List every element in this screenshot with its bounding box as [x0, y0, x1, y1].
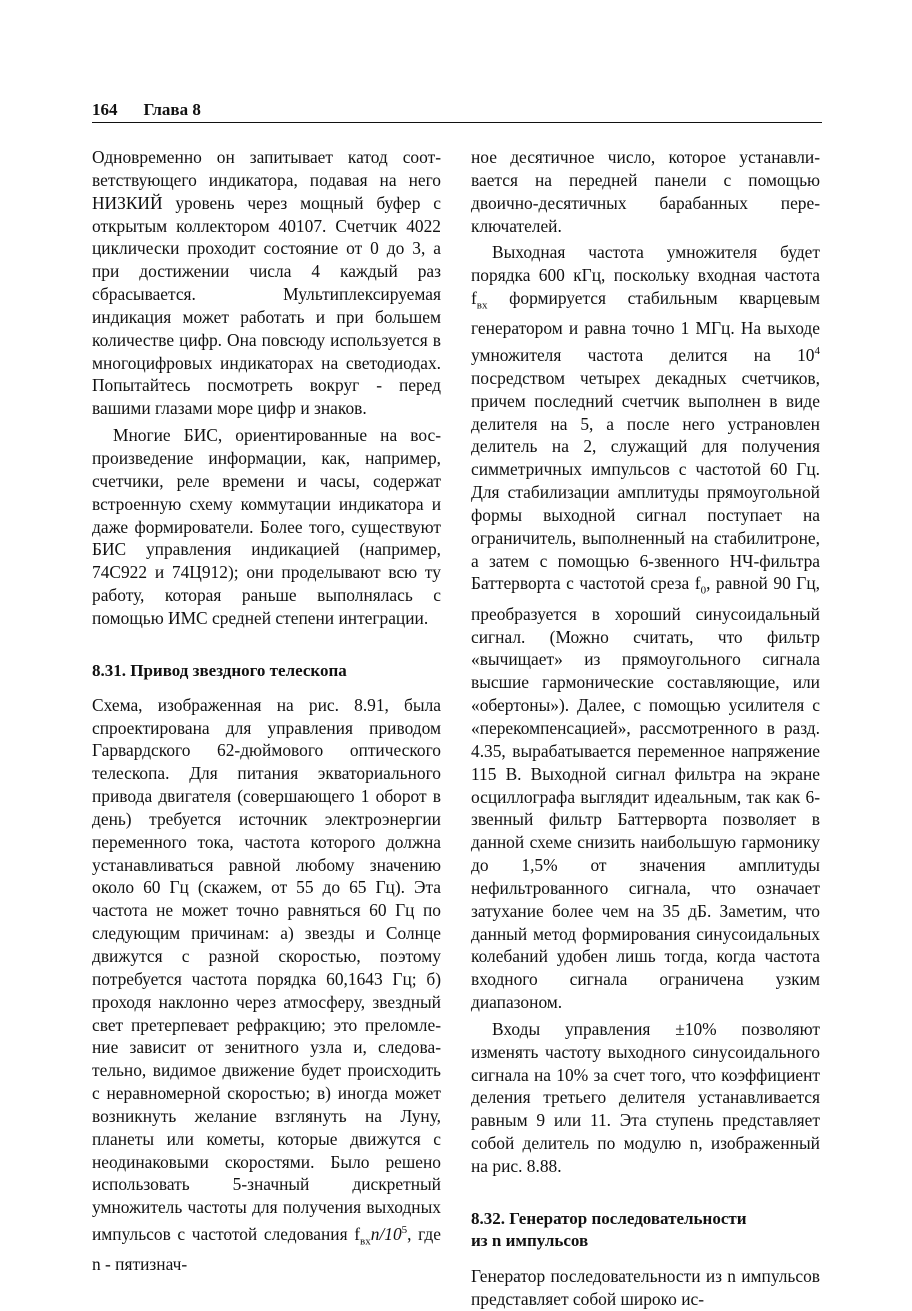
section-heading-8-32-line1: 8.32. Генератор последовательности — [471, 1208, 747, 1228]
paragraph-control-inputs: Входы управления ±10% позволяют изменять частоту выходного синусоидального сигнала на 10% за счет того, что коэффициент деления третьего делителя устанавливается равным 9 или 11. Эта ступень представляет собой делитель по модулю n, изображенный на рис. 8.88. — [471, 1018, 820, 1177]
chapter-title: Глава 8 — [143, 100, 201, 119]
subscript-zero: 0 — [700, 584, 707, 597]
paragraph-bcd-switches: ное десятичное число, которое устанавливается на передней панели с помощью двоично-десятичных барабанных переключателей. — [471, 147, 820, 236]
superscript-five: 5 — [401, 1224, 408, 1237]
paragraph-pulse-generator: Генератор последовательности из n импульсов представляет собой широко ис- — [471, 1265, 820, 1309]
output-frequency-text-c: посредством четырех декадных счетчиков, причем последний счетчик выполнен в виде делителя на 5, а после него устрановлен делитель на 2, служащий для получения симметричных импульсов с частотой 60 Гц. Для стабилизации амплитуды прямоугольной формы выходной сигнал поступает на ограничитель, выполненный на стабилитроне, а затем с помощью 6-звенного НЧ-фильтра Баттерворта с частотой среза f — [471, 367, 820, 594]
section-heading-8-32-line2: из n импульсов — [471, 1230, 589, 1250]
right-column — [471, 146, 820, 1311]
page-header — [92, 100, 822, 123]
paragraph-display-cathode: Одновременно он запитывает катод соответствующего индикатора, подавая на него НИЗКИЙ уровень через мощный буфер с открытым коллектором 40107. Счетчик 4022 циклически проходит состояние от 0 до 3, а при достижении числа 4 каждый раз сбрасывается. Мультиплексируемая индикация может работать и при большем количестве цифр. Она повсюду используется в многоцифровых индикаторах на светодиодах. Попытайтесь посмотреть вокруг - перед вашими глазами море цифр и знаков. — [92, 147, 441, 419]
output-frequency-text-d: , равной 90 Гц, преобразуется в хороший синусоидальный сигнал. (Можно считать, что фильтр «вычищает» из прямоугольного сигнала высшие гармонические составляющие, или «обертоны»). Далее, с помощью усилителя с «перекомпенсацией», рассмотренного в разд. 4.35, вырабатывается переменное напряжение 115 В. Выходной сигнал фильтра на экране осциллографа выглядит идеальным, так как 6-звенный фильтр Баттерворта позволяет в данной схеме снизить наибольшую гармонику до 1,5% от значения амплитуды нефильтрованного сигнала, что означает затухание более чем на 35 дБ. Заметим, что данный метод формирования синусоидальных колебаний удобен лишь тогда, когда частота входного сигнала ограничена узким диапазоном. — [471, 573, 820, 1013]
left-column — [92, 146, 441, 1276]
paragraph-telescope-drive — [92, 694, 441, 1276]
output-frequency-text-b: формируется стабильным кварцевым генератором и равна точно 1 МГц. На выходе умножителя частота делится на 10 — [471, 288, 820, 366]
paragraph-lsi-display: Многие БИС, ориентированные на воспроизведение информации, как, например, счетчики, реле времени и часы, содержат встроенную схему коммутации индикатора и даже формирователи. Более того, существуют БИС управления индикацией (например, 74С922 и 74Ц912); они проделывают всю ту работу, которая раньше выполнялась с помощью ИМС средней степени интеграции. — [92, 425, 441, 628]
subscript-vx-2: вх — [476, 299, 488, 312]
superscript-four: 4 — [814, 345, 820, 358]
page-number: 164 — [92, 100, 118, 119]
telescope-formula: n/10 — [370, 1223, 402, 1244]
telescope-text: Схема, изображенная на рис. 8.91, была спроектирована для управления приводом Гарвардского 62-дюймового оптического телескопа. Для питания экваториального привода двигателя (совершающего 1 оборот в день) требуется источник электроэнергии переменного тока, частота которого должна устанавливаться равной любому значению около 60 Гц (скажем, от 55 до 65 Гц). Эта частота не может точно равняться 60 Гц по следующим причинам: а) звезды и Солнце движутся с разной скоростью, поэтому потребуется частота порядка 60,1643 Гц; б) проходя наклонно через атмосферу, звездный свет претерпевает рефракцию; это преломление зависит от зенитного узла и, следовательно, видимое движение будет происходить с неравномерной скоростью; в) иногда может возникнуть желание взглянуть на Луну, планеты или кометы, которые движутся с неодинаковыми скоростями. Было решено использовать 5-значный дискретный умножитель частоты для получения выходных импульсов с частотой следования f — [92, 694, 441, 1244]
section-heading-8-31: 8.31. Привод звездного телескопа — [92, 660, 347, 680]
section-heading-8-32 — [471, 1208, 820, 1252]
output-frequency-text-a: Выходная частота умножителя будет порядка 600 кГц, поскольку входная частота f — [471, 242, 820, 309]
paragraph-output-frequency — [471, 241, 820, 1014]
telescope-tail: , где n - пятизнач- — [92, 1223, 442, 1275]
subscript-vx: вх — [360, 1235, 371, 1248]
